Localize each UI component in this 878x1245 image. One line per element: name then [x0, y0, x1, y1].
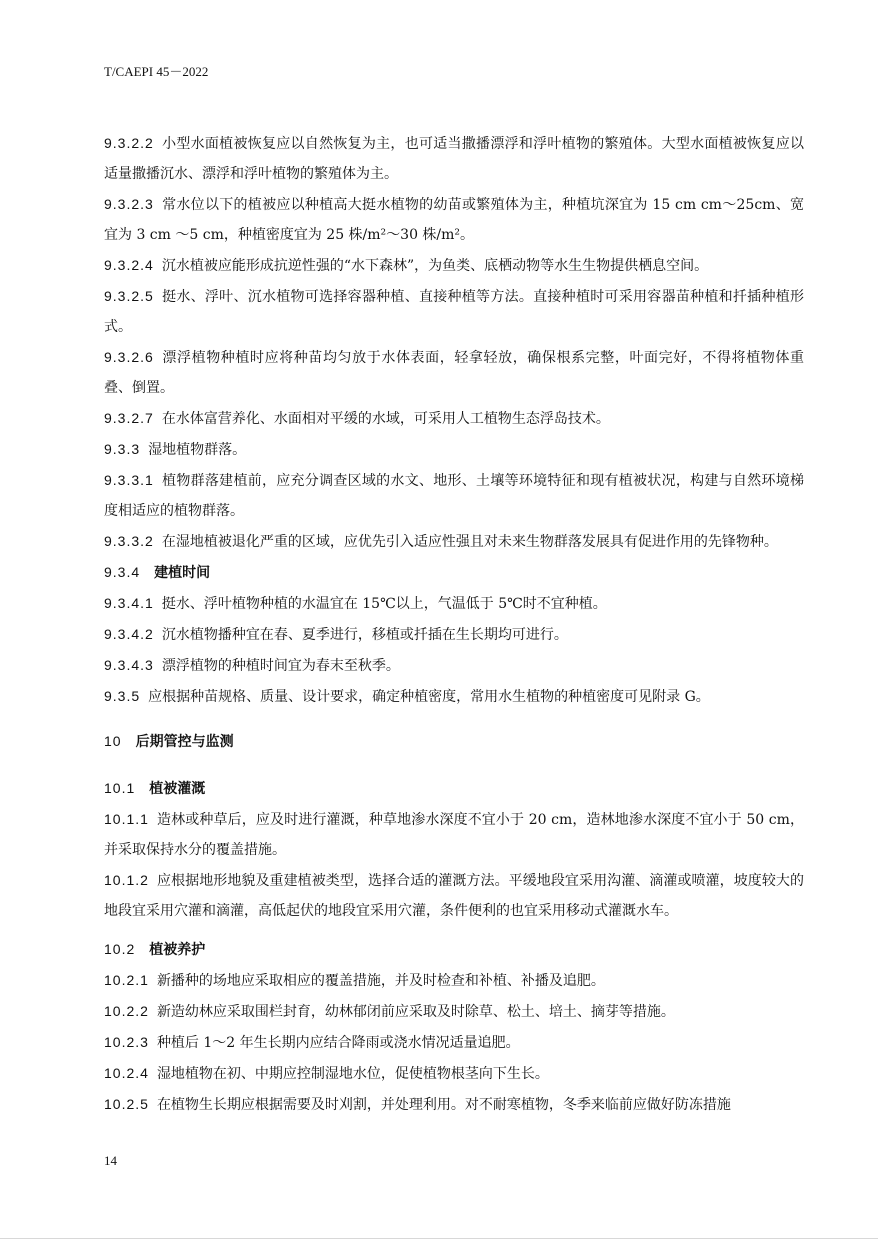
- clause-number: 9.3.3.1: [104, 472, 154, 488]
- clause-text: 漂浮植物的种植时间宜为春末至秋季。: [161, 658, 400, 674]
- clause-number: 9.3.2.4: [104, 257, 154, 273]
- heading-10-1: [104, 773, 804, 804]
- clause-9-3-4-1: [104, 588, 804, 619]
- clause-text: 造林或种草后，应及时进行灌溉，种草地渗水深度不宜小于 20 cm，造林地渗水深度不宜小于 50 cm，并采取保持水分的覆盖措施。: [104, 812, 804, 858]
- clause-text: 沉水植物播种宜在春、夏季进行，移植或扦插在生长期均可进行。: [161, 627, 568, 643]
- clause-10-2-4: [104, 1058, 804, 1089]
- clause-text: 新播种的场地应采取相应的覆盖措施，并及时检查和补植、补播及追肥。: [156, 973, 605, 989]
- clause-10-2-3: [104, 1027, 804, 1058]
- clause-9-3-4-3: [104, 650, 804, 681]
- heading-9-3-4: [104, 557, 804, 588]
- chapter-title: 后期管控与监测: [135, 734, 234, 750]
- clause-text: 湿地植物在初、中期应控制湿地水位，促使植物根茎向下生长。: [156, 1066, 549, 1082]
- clause-number: 9.3.2.6: [104, 349, 154, 365]
- clause-10-1-2: [104, 865, 804, 926]
- clause-number: 9.3.4.1: [104, 595, 154, 611]
- clause-number: 9.3.4.2: [104, 626, 154, 642]
- clause-9-3-2-4: [104, 250, 804, 281]
- clause-text: 小型水面植被恢复应以自然恢复为主，也可适当撒播漂浮和浮叶植物的繁殖体。大型水面植被恢复应以适量撒播沉水、漂浮和浮叶植物的繁殖体为主。: [104, 136, 804, 182]
- clause-9-3-2-5: [104, 281, 804, 342]
- clause-9-3-5: [104, 681, 804, 712]
- clause-number: 10.1.2: [104, 872, 149, 888]
- clause-9-3-4-2: [104, 619, 804, 650]
- clause-number: 9.3.2.2: [104, 135, 154, 151]
- clause-9-3-2-7: [104, 403, 804, 434]
- clause-text: 挺水、浮叶植物种植的水温宜在 15℃以上，气温低于 5℃时不宜种植。: [161, 596, 607, 612]
- document-body: [104, 128, 804, 1120]
- clause-number: 9.3.5: [104, 688, 141, 704]
- clause-number: 9.3.2.5: [104, 288, 154, 304]
- heading-title: 植被灌溉: [149, 781, 206, 797]
- clause-9-3-2-3: [104, 189, 804, 250]
- clause-number: 9.3.3: [104, 441, 141, 457]
- clause-number: 9.3.3.2: [104, 533, 154, 549]
- clause-number: 10.2.5: [104, 1096, 149, 1112]
- clause-10-2-2: [104, 996, 804, 1027]
- heading-number: 9.3.4: [104, 564, 141, 580]
- page-number: 14: [104, 1153, 117, 1168]
- clause-number: 9.3.2.7: [104, 410, 154, 426]
- clause-10-1-1: [104, 804, 804, 865]
- clause-number: 9.3.2.3: [104, 196, 154, 212]
- heading-number: 10.1: [104, 780, 136, 796]
- clause-text: 在水体富营养化、水面相对平缓的水域，可采用人工植物生态浮岛技术。: [161, 411, 610, 427]
- heading-10-2: [104, 934, 804, 965]
- clause-text: 应根据种苗规格、质量、设计要求，确定种植密度，常用水生植物的种植密度可见附录 G。: [148, 689, 710, 705]
- clause-text: 植物群落建植前，应充分调查区域的水文、地形、土壤等环境特征和现有植被状况，构建与自然环境梯度相适应的植物群落。: [104, 473, 804, 519]
- heading-number: 10.2: [104, 941, 136, 957]
- clause-number: 10.2.3: [104, 1034, 149, 1050]
- clause-text: 在湿地植被退化严重的区域，应优先引入适应性强且对未来生物群落发展具有促进作用的先锋物种。: [161, 534, 778, 550]
- clause-text: 常水位以下的植被应以种植高大挺水植物的幼苗或繁殖体为主，种植坑深宜为 15 cm cm～25cm、宽宜为 3 cm ～5 cm，种植密度宜为 25 株/m²～30 株/m²。: [104, 197, 804, 243]
- clause-9-3-2-6: [104, 342, 804, 403]
- document-code: T/CAEPI 45－2022: [104, 64, 209, 79]
- clause-text: 新造幼林应采取围栏封育，幼林郁闭前应采取及时除草、松土、培土、摘芽等措施。: [156, 1004, 675, 1020]
- clause-text: 湿地植物群落。: [148, 442, 247, 458]
- heading-title: 建植时间: [154, 565, 211, 581]
- page-bottom-divider: [0, 1238, 878, 1239]
- chapter-10-heading: [104, 726, 804, 757]
- clause-10-2-5: [104, 1089, 804, 1120]
- clause-9-3-2-2: [104, 128, 804, 189]
- clause-text: 在植物生长期应根据需要及时刈割，并处理利用。对不耐寒植物，冬季来临前应做好防冻措施: [156, 1097, 731, 1113]
- heading-title: 植被养护: [149, 942, 206, 958]
- clause-10-2-1: [104, 965, 804, 996]
- clause-text: 沉水植被应能形成抗逆性强的“水下森林”，为鱼类、底栖动物等水生生物提供栖息空间。: [161, 258, 709, 274]
- clause-9-3-3: [104, 434, 804, 465]
- clause-text: 漂浮植物种植时应将种苗均匀放于水体表面，轻拿轻放，确保根系完整，叶面完好，不得将植物体重叠、倒置。: [104, 350, 804, 396]
- clause-number: 9.3.4.3: [104, 657, 154, 673]
- clause-9-3-3-1: [104, 465, 804, 526]
- clause-text: 应根据地形地貌及重建植被类型，选择合适的灌溉方法。平缓地段宜采用沟灌、滴灌或喷灌，坡度较大的地段宜采用穴灌和滴灌，高低起伏的地段宜采用穴灌，条件便利的也宜采用移动式灌溉水车。: [104, 873, 804, 919]
- clause-text: 种植后 1～2 年生长期内应结合降雨或浇水情况适量追肥。: [156, 1035, 520, 1051]
- clause-number: 10.2.1: [104, 972, 149, 988]
- clause-number: 10.2.4: [104, 1065, 149, 1081]
- clause-9-3-3-2: [104, 526, 804, 557]
- clause-text: 挺水、浮叶、沉水植物可选择容器种植、直接种植等方法。直接种植时可采用容器苗种植和扦插种植形式。: [104, 289, 804, 335]
- clause-number: 10.1.1: [104, 811, 149, 827]
- clause-number: 10.2.2: [104, 1003, 149, 1019]
- chapter-number: 10: [104, 733, 122, 749]
